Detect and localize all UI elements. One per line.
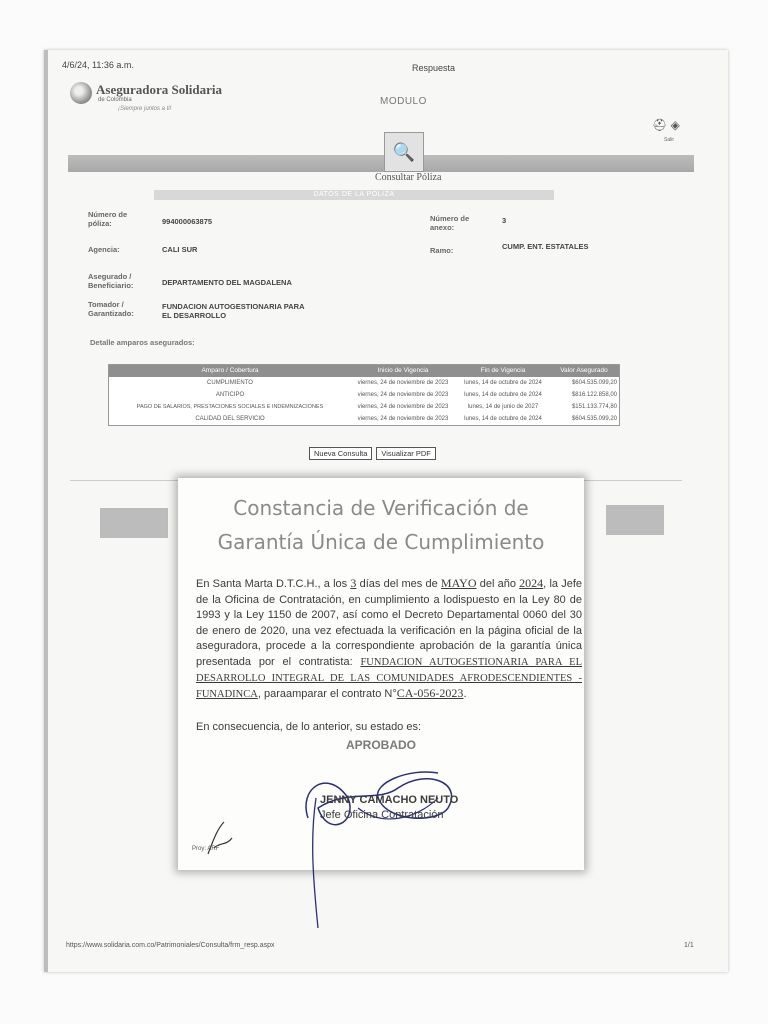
module-heading: MODULO xyxy=(380,96,427,107)
logo-name: Aseguradora Solidaria xyxy=(96,82,223,97)
table-row xyxy=(109,377,619,389)
gray-block-right xyxy=(606,505,664,535)
table-row xyxy=(109,389,619,401)
footer-url: https://www.solidaria.com.co/Patrimoniales/Consulta/frm_resp.aspx xyxy=(66,942,275,949)
exit-icon[interactable]: ⛑ ◈ xyxy=(652,118,680,132)
print-timestamp: 4/6/24, 11:36 a.m. xyxy=(62,60,134,70)
certificate-body xyxy=(196,576,582,703)
contract-number: CA-056-2023 xyxy=(396,686,464,701)
certificate-title-line1: Constancia de Verificación de xyxy=(233,496,529,520)
branch-label: Ramo: xyxy=(430,246,454,255)
branch: CUMP. ENT. ESTATALES xyxy=(502,242,589,251)
scanned-page xyxy=(44,50,728,972)
cell-coverage: CUMPLIMIENTO xyxy=(207,380,253,386)
view-pdf-button[interactable]: Visualizar PDF xyxy=(376,447,435,460)
status-stamp: APROBADO xyxy=(346,738,417,752)
exit-label[interactable]: Salir xyxy=(664,137,675,143)
month-value: MAYO xyxy=(440,576,477,590)
taker-label: Tomador / Garantizado: xyxy=(88,300,134,318)
cell-coverage: ANTICIPO xyxy=(215,392,245,398)
taker-line1: FUNDACION AUTOGESTIONARIA PARA xyxy=(162,302,305,311)
cell-end: lunes, 14 de octubre de 2024 xyxy=(464,392,542,398)
print-title: Respuesta xyxy=(412,63,456,73)
taker-line2: EL DESARROLLO xyxy=(162,311,227,320)
page-edge-shadow xyxy=(44,50,48,972)
action-buttons xyxy=(309,447,436,460)
signer-role: Jefe Oficina Contratación xyxy=(320,809,444,821)
cell-value: $604.535.099,20 xyxy=(571,380,617,386)
cell-end: lunes, 14 de octubre de 2024 xyxy=(464,416,542,422)
cell-end: lunes, 14 de octubre de 2024 xyxy=(464,380,542,386)
cell-start: viernes, 24 de noviembre de 2023 xyxy=(357,404,449,410)
body-text: En Santa Marta D.T.C.H., a los xyxy=(196,578,351,590)
logo-subtitle: de Colombia xyxy=(98,97,132,103)
cell-start: viernes, 24 de noviembre de 2023 xyxy=(357,392,449,398)
body-text: días del mes de xyxy=(356,578,441,590)
module-label: Consultar Póliza xyxy=(375,172,442,183)
table-row xyxy=(109,413,619,425)
table-header xyxy=(109,365,619,377)
header-band xyxy=(68,155,694,172)
table-row xyxy=(109,401,619,413)
col-start: Inicio de Vigencia xyxy=(351,365,455,377)
body-text: , la Jefe de la Oficina de Contratación, en cumplimiento a lodispuesto en la Ley 80 de 1993 y la Ley 1150 de 2007, así como el Decreto Departamental 0060 del 30 de enero de 2020, una vez efectuada la verificación en la página oficial de la aseguradora, procede a la correspondiente aprobación de la garantía única presentada por el contratista: xyxy=(196,578,582,668)
coverage-table xyxy=(108,364,620,426)
agency: CALI SUR xyxy=(162,245,198,254)
col-value: Valor Asegurado xyxy=(551,365,619,377)
insured: DEPARTAMENTO DEL MAGDALENA xyxy=(162,278,292,287)
annex-number-label: Número de anexo: xyxy=(430,214,470,232)
policy-number: 994000063875 xyxy=(162,217,213,226)
verification-certificate xyxy=(178,478,584,870)
consequence-text: En consecuencia, de lo anterior, su estado es: xyxy=(196,721,422,733)
cell-coverage: PAGO DE SALARIOS, PRESTACIONES SOCIALES E INDEMNIZACIONES xyxy=(136,404,324,410)
policy-number-label: Número de póliza: xyxy=(88,210,128,228)
insured-label: Asegurado / Beneficiario: xyxy=(88,272,134,290)
day-value: 3 xyxy=(350,576,357,590)
cell-coverage: CALIDAD DEL SERVICIO xyxy=(195,416,265,422)
cell-start: viernes, 24 de noviembre de 2023 xyxy=(357,380,449,386)
signer-name: JENNY CAMACHO NEUTO xyxy=(320,794,459,806)
cell-start: viernes, 24 de noviembre de 2023 xyxy=(357,416,449,422)
body-text: . xyxy=(463,688,467,701)
section-title: DATOS DE LA POLIZA xyxy=(154,190,554,200)
insurer-logo xyxy=(70,80,223,124)
logo-emblem-icon xyxy=(70,82,92,104)
gray-block-left xyxy=(100,508,168,538)
cell-end: lunes, 14 de junio de 2027 xyxy=(467,404,539,410)
cell-value: $816.122.858,00 xyxy=(571,392,617,398)
new-query-button[interactable]: Nueva Consulta xyxy=(309,447,372,460)
body-text: , paraamparar el contrato N° xyxy=(257,688,397,701)
handwritten-signature xyxy=(288,728,468,928)
agency-label: Agencia: xyxy=(88,245,120,254)
projected-by: Proy: ARF xyxy=(192,846,220,852)
col-coverage: Amparo / Cobertura xyxy=(109,365,351,377)
coverage-detail-label: Detalle amparos asegurados: xyxy=(90,338,195,347)
cell-value: $151.133.774,80 xyxy=(571,404,617,410)
logo-tagline: ¡Siempre juntos a ti! xyxy=(118,106,172,112)
body-text: del año xyxy=(476,578,520,590)
initials-signature xyxy=(204,818,238,858)
contractor-name: FUNDACION AUTOGESTIONARIA PARA EL DESARROLLO INTEGRAL DE LAS COMUNIDADES AFRODESCENDIENTES - FUNADINCA xyxy=(196,656,583,701)
cell-value: $604.535.099,20 xyxy=(571,416,617,422)
certificate-title-line2: Garantía Única de Cumplimiento xyxy=(217,530,545,554)
footer-page-number: 1/1 xyxy=(684,942,694,949)
year-value: 2024 xyxy=(519,576,544,590)
annex-number: 3 xyxy=(502,216,507,225)
magnifier-document-icon: 🔍 xyxy=(384,132,424,172)
col-end: Fin de Vigencia xyxy=(455,365,551,377)
